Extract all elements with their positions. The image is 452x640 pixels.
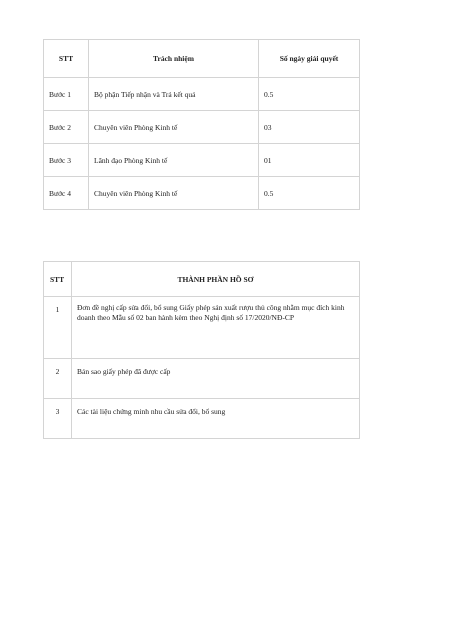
table-row — [44, 359, 360, 399]
item-number: 3 — [44, 399, 72, 439]
responsibility-cell: Bộ phận Tiếp nhận và Trả kết quả — [89, 78, 259, 111]
table-row — [44, 297, 360, 359]
header-stt: STT — [44, 262, 72, 297]
header-stt: STT — [44, 40, 89, 78]
processing-steps-table — [43, 39, 360, 210]
header-responsibility: Trách nhiệm — [89, 40, 259, 78]
days-cell: 03 — [259, 111, 360, 144]
table-row — [44, 144, 360, 177]
table-row — [44, 111, 360, 144]
step-cell: Bước 1 — [44, 78, 89, 111]
header-days: Số ngày giải quyết — [259, 40, 360, 78]
item-number: 1 — [44, 297, 72, 359]
table-header-row — [44, 40, 360, 78]
responsibility-cell: Lãnh đạo Phòng Kinh tế — [89, 144, 259, 177]
table-row — [44, 78, 360, 111]
table-header-row — [44, 262, 360, 297]
responsibility-cell: Chuyên viên Phòng Kinh tế — [89, 111, 259, 144]
days-cell: 01 — [259, 144, 360, 177]
step-cell: Bước 3 — [44, 144, 89, 177]
item-text: Các tài liệu chứng minh nhu cầu sửa đổi, bổ sung — [72, 399, 360, 439]
step-cell: Bước 4 — [44, 177, 89, 210]
table-row — [44, 399, 360, 439]
header-dossier-components: THÀNH PHẦN HỒ SƠ — [72, 262, 360, 297]
item-number: 2 — [44, 359, 72, 399]
dossier-components-table — [43, 261, 360, 439]
table-row — [44, 177, 360, 210]
days-cell: 0.5 — [259, 78, 360, 111]
item-text: Bản sao giấy phép đã được cấp — [72, 359, 360, 399]
days-cell: 0.5 — [259, 177, 360, 210]
step-cell: Bước 2 — [44, 111, 89, 144]
responsibility-cell: Chuyên viên Phòng Kinh tế — [89, 177, 259, 210]
item-text: Đơn đề nghị cấp sửa đổi, bổ sung Giấy phép sản xuất rượu thủ công nhằm mục đích kinh doanh theo Mẫu số 02 ban hành kèm theo Nghị định số 17/2020/NĐ-CP — [72, 297, 360, 359]
